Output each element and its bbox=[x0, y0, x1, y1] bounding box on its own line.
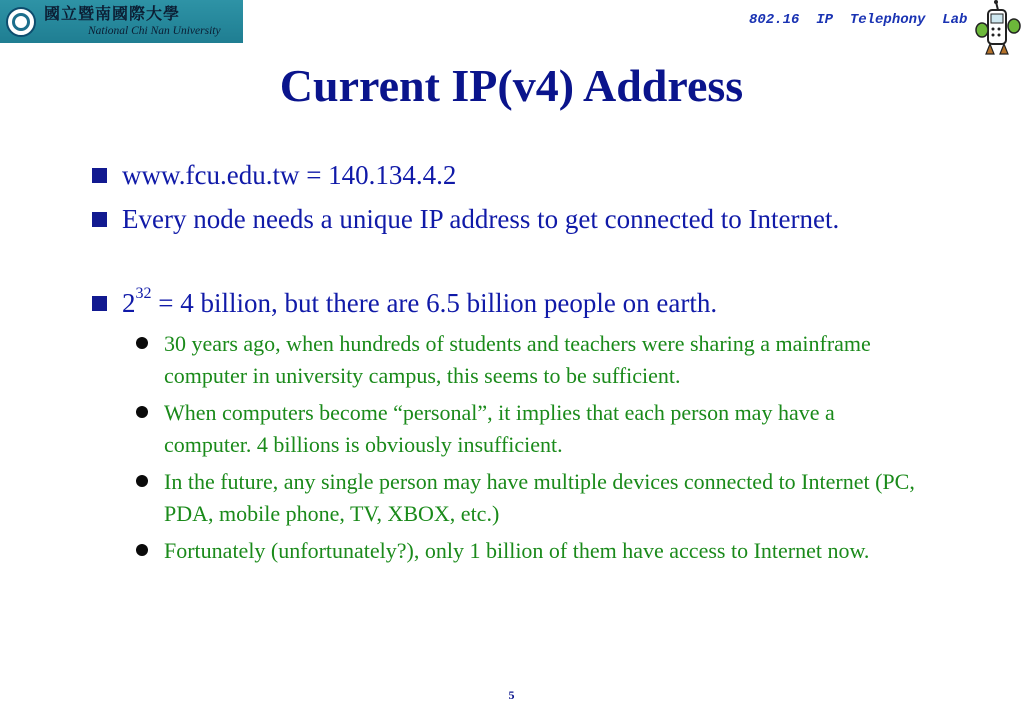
round-bullet-icon bbox=[136, 544, 148, 556]
round-bullet-icon bbox=[136, 337, 148, 349]
round-bullet-icon bbox=[136, 406, 148, 418]
phone-mascot-icon bbox=[974, 0, 1023, 58]
sub-bullet-item bbox=[132, 466, 924, 530]
bullet-text: Every node needs a unique IP address to get connected to Internet. bbox=[122, 204, 840, 234]
bullet-text bbox=[122, 284, 852, 322]
bullet-item bbox=[92, 200, 852, 238]
square-bullet-icon bbox=[92, 296, 107, 311]
lab-name: 802.16 IP Telephony Lab bbox=[749, 12, 968, 28]
bullet-text: www.fcu.edu.tw = 140.134.4.2 bbox=[122, 160, 457, 190]
round-bullet-icon bbox=[136, 475, 148, 487]
university-seal-icon bbox=[6, 7, 36, 37]
page-number: 5 bbox=[508, 688, 515, 702]
bullet-item bbox=[92, 156, 852, 194]
logo-english-name: National Chi Nan University bbox=[88, 24, 221, 37]
sub-bullet-item bbox=[132, 397, 924, 461]
university-logo bbox=[0, 0, 243, 43]
slide-title: Current IP(v4) Address bbox=[279, 60, 744, 111]
power-base: 2 bbox=[122, 288, 136, 318]
sub-bullet-text: When computers become “personal”, it implies that each person may have a computer. 4 billions is obviously insufficient. bbox=[164, 400, 835, 457]
sub-bullet-text: 30 years ago, when hundreds of students and teachers were sharing a mainframe computer in university campus, this seems to be sufficient. bbox=[164, 331, 871, 388]
sub-bullet-item bbox=[132, 535, 924, 567]
logo-chinese-name: 國立暨南國際大學 bbox=[44, 3, 181, 23]
bullet-rest: = 4 billion, but there are 6.5 billion people on earth. bbox=[151, 288, 718, 318]
square-bullet-icon bbox=[92, 168, 107, 183]
bullet-item bbox=[92, 284, 852, 322]
sub-bullet-item bbox=[132, 328, 924, 392]
sub-bullet-text: In the future, any single person may have multiple devices connected to Internet (PC, PDA, mobile phone, TV, XBOX, etc.) bbox=[164, 469, 915, 526]
square-bullet-icon bbox=[92, 212, 107, 227]
sub-bullet-text: Fortunately (unfortunately?), only 1 billion of them have access to Internet now. bbox=[164, 538, 870, 563]
power-exponent: 32 bbox=[135, 285, 152, 302]
